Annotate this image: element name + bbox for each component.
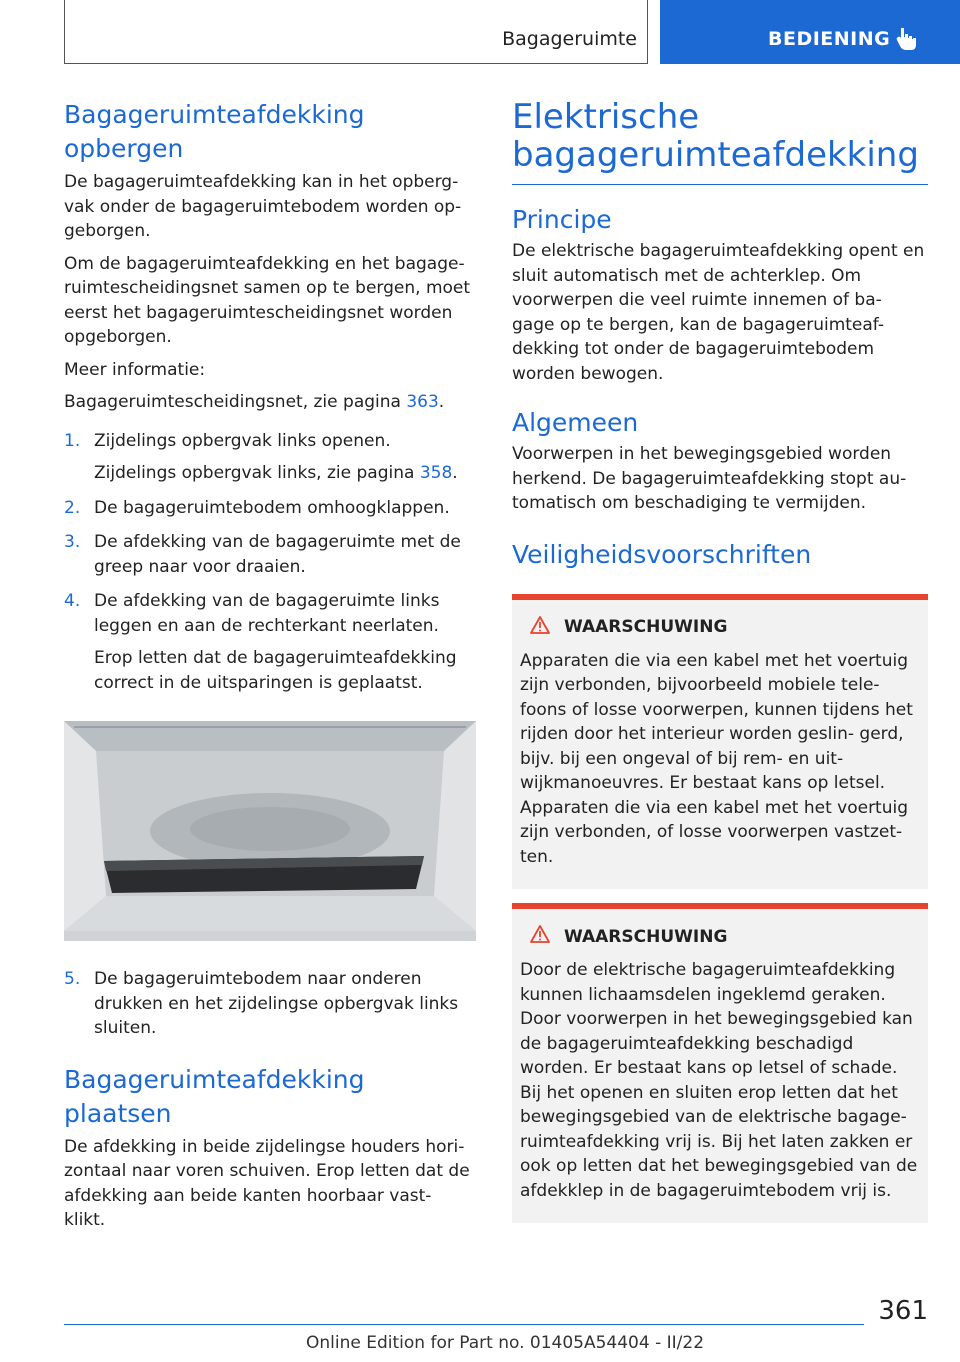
warning-label: WAARSCHUWING — [564, 926, 728, 947]
heading-block — [512, 98, 928, 185]
reference-paragraph — [64, 390, 476, 415]
warning-box — [512, 594, 928, 890]
step-text: De afdekking van de bagageruimte met de greep naar voor draaien. — [94, 532, 461, 577]
reference-text: Bagageruimtescheidingsnet, zie pagina — [64, 392, 407, 412]
heading-electric-cover: Elektrische bagageruimteafdekking — [512, 97, 919, 175]
header-frame — [64, 0, 648, 64]
step-subtext: Erop letten dat de bagageruimteafdekking correct in de uitsparingen is geplaatst. — [94, 648, 457, 693]
list-item — [64, 496, 476, 521]
paragraph: De bagageruimteafdekking kan in het opberg- vak onder de bagageruimtebodem worden op- geborgen. — [64, 172, 462, 241]
warning-text: Apparaten die via een kabel met het voertuig zijn verbonden, bijvoorbeeld mobiele tele- foons of losse voorwerpen, kunnen tijdens het rijden door het interieur worden geslin- gerd, bijv. bij een ongeval of bij rem- en uit- wijkmanoeuvres. Er bestaat kans op letsel. — [520, 650, 913, 793]
list-item — [64, 967, 476, 1041]
right-column — [512, 98, 928, 1223]
edition-text: Online Edition for Part no. 01405A54404 - II/22 — [306, 1333, 705, 1353]
page-link-358[interactable]: 358 — [419, 463, 453, 483]
heading-cover-install: Bagageruimteafdekking plaatsen — [64, 1064, 365, 1128]
warning-title — [520, 616, 920, 639]
list-item — [64, 589, 476, 695]
step-number: 3. — [64, 532, 81, 552]
warning-triangle-icon — [530, 925, 550, 948]
step-subtext — [94, 461, 476, 486]
list-item — [64, 530, 476, 579]
step-text: De bagageruimtebodem omhoogklappen. — [94, 497, 450, 518]
warning-text: Apparaten die via een kabel met het voertuig zijn verbonden, of losse voorwerpen vastzet- ten. — [520, 797, 909, 867]
step-subtext-text: Zijdelings opbergvak links, zie pagina — [94, 463, 420, 483]
step-number: 5. — [64, 969, 81, 989]
steps-list-continued — [64, 967, 476, 1041]
footer-divider — [64, 1324, 864, 1325]
list-item — [64, 429, 476, 486]
hand-pointer-icon — [896, 26, 918, 56]
reference-end: . — [438, 392, 445, 412]
section-tab — [660, 0, 960, 64]
paragraph: De elektrische bagageruimteafdekking opent en sluit automatisch met de achterklep. Om voorwerpen die veel ruimte innemen of ba- gage op te bergen, kan de bagageruimteaf- dekking tot onder de bagageruimtebodem worden bewogen. — [512, 241, 925, 384]
step-number: 2. — [64, 497, 81, 518]
page-link-363[interactable]: 363 — [406, 392, 439, 412]
steps-list — [64, 429, 476, 696]
warning-text: Door de elektrische bagageruimteafdekking kunnen lichaamsdelen ingeklemd geraken. Door voorwerpen in het bewegingsgebied kan de bagageruimteafdekking beschadigd worden. Er bestaat kans op letsel of schade. — [520, 960, 913, 1078]
left-column — [64, 98, 476, 1233]
warning-title — [520, 925, 920, 948]
heading-principe: Principe — [512, 205, 612, 234]
page-number: 361 — [878, 1296, 928, 1326]
heading-veiligheid: Veiligheidsvoorschriften — [512, 539, 812, 569]
section-title: BEDIENING — [768, 28, 891, 50]
paragraph: De afdekking in beide zijdelingse houders hori- zontaal naar voren schuiven. Erop letten dat de afdekking aan beide kanten hoorbaar vast- klikt. — [64, 1136, 470, 1230]
step-text: De bagageruimtebodem naar onderen drukken en het zijdelingse opbergvak links sluiten. — [94, 969, 459, 1038]
trunk-cover-photo — [64, 721, 476, 941]
step-text: Zijdelings opbergvak links openen. — [94, 430, 391, 451]
paragraph: Om de bagageruimteafdekking en het bagage- ruimtescheidingsnet samen op te bergen, moet eerst het bagageruimtescheidingsnet worden opgeborgen. — [64, 253, 471, 347]
paragraph: Voorwerpen in het bewegingsgebied worden herkend. De bagageruimteafdekking stopt au- tomatisch om beschadiging te vermijden. — [512, 444, 907, 513]
step-subtext-end: . — [452, 463, 458, 483]
warning-text: Bij het openen en sluiten erop letten dat het bewegingsgebied van de elektrische bagage- ruimteafdekking vrij is. Bij het laten zakken er ook op letten dat het bewegingsgebied van de afdekklep in de bagageruimtebodem vrij is. — [520, 1082, 918, 1201]
chapter-title: Bagageruimte — [502, 28, 637, 50]
warning-box — [512, 903, 928, 1223]
warning-triangle-icon — [530, 616, 550, 639]
warning-label: WAARSCHUWING — [564, 617, 728, 637]
paragraph: Meer informatie: — [64, 359, 206, 380]
step-number: 4. — [64, 591, 81, 611]
heading-algemeen: Algemeen — [512, 408, 639, 437]
step-number: 1. — [64, 430, 81, 451]
step-text: De afdekking van de bagageruimte links leggen en aan de rechterkant neerlaten. — [94, 591, 440, 636]
heading-cover-storage: Bagageruimteafdekking opbergen — [64, 100, 365, 163]
